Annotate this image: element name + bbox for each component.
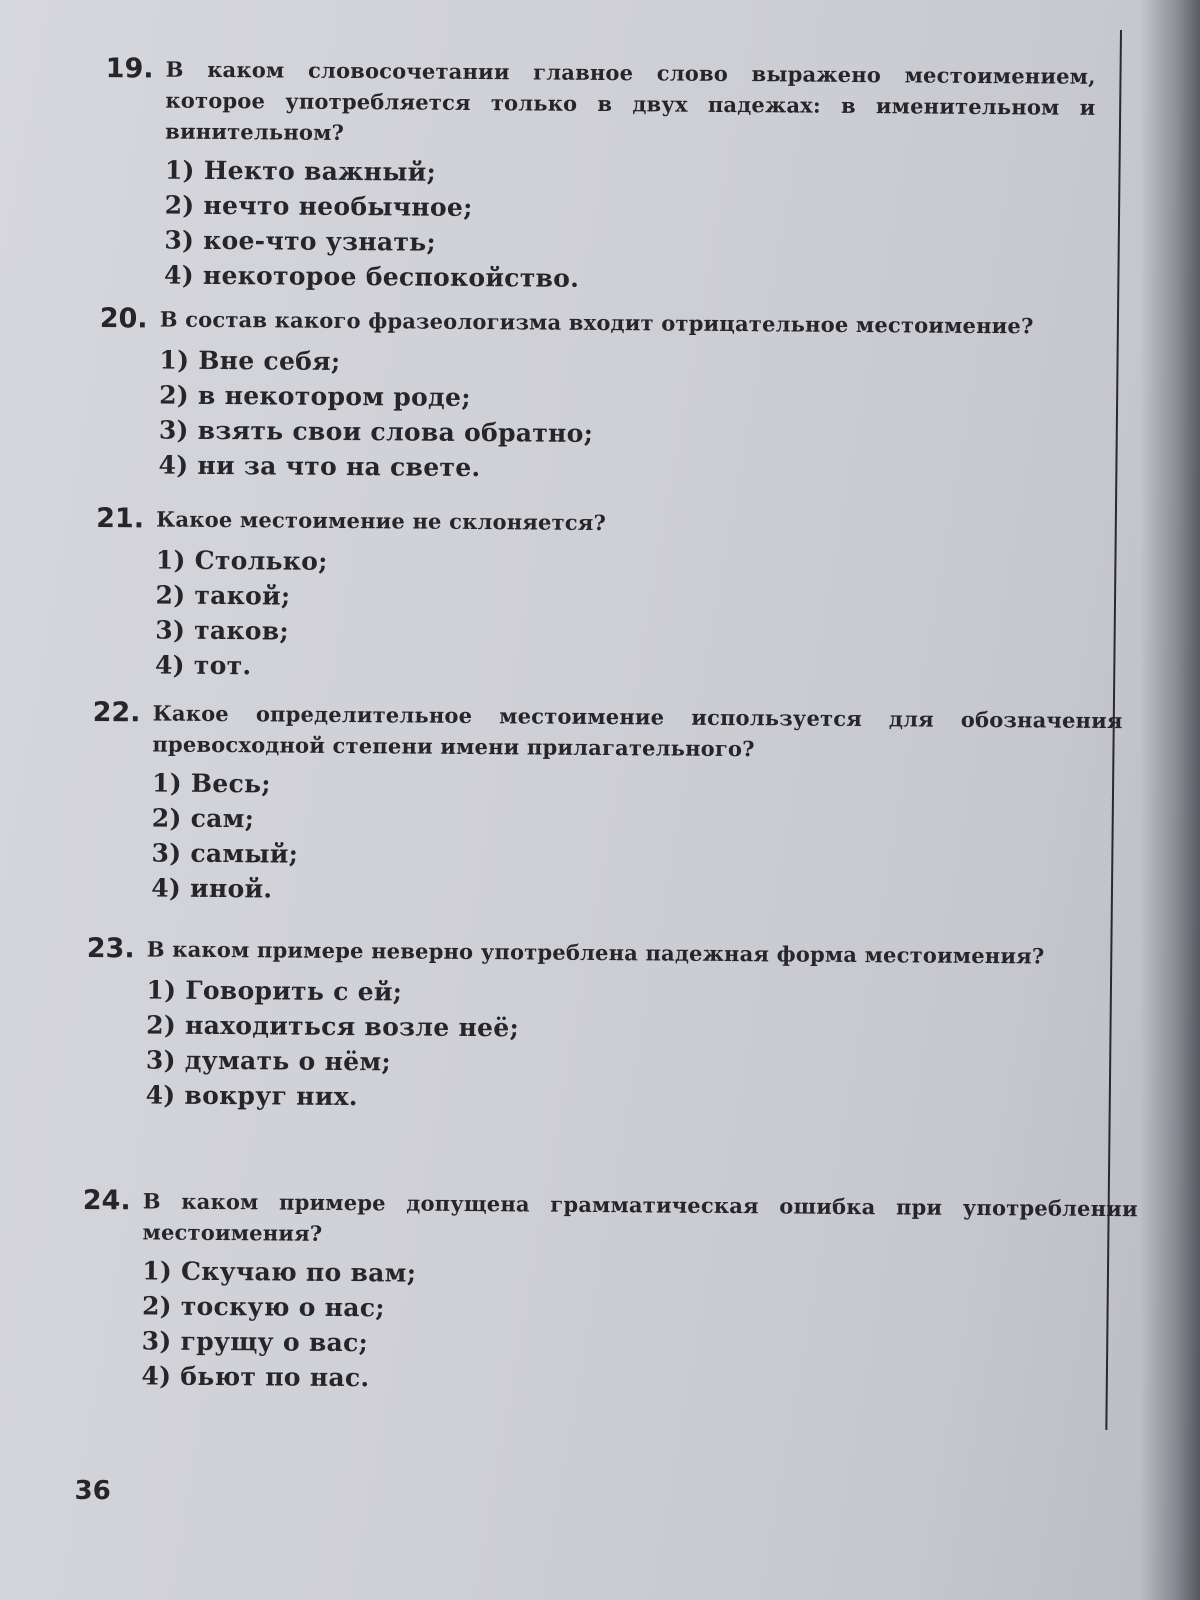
answer-option: 1) Говорить с ей; [146,975,403,1007]
question-text: Какое определительное местоимение используется для обозначения превосходной степени имени прилагательного? [152,700,1123,762]
answer-option: 3) думать о нём; [145,1045,392,1077]
answer-option: 2) такой; [155,580,291,611]
question-23 [86,932,1127,1120]
page-number: 36 [74,1475,111,1507]
question-number: 23. [86,932,135,965]
answer-option: 4) некоторое беспокойство. [163,260,580,293]
answer-options [141,1253,1137,1401]
question-number: 21. [96,503,145,535]
question-number: 22. [92,697,141,729]
answer-options [158,343,1099,490]
answer-option: 1) Скучаю по вам; [142,1256,417,1288]
question-number: 20. [99,303,148,335]
answer-option: 4) иной. [151,873,273,904]
question-number: 19. [105,53,154,85]
answer-option: 1) Вне себя; [159,345,341,376]
answer-option: 4) вокруг них. [145,1080,358,1112]
question-text: В каком примере допущена грамматическая ошибка при употреблении местоимения? [142,1188,1138,1246]
answer-option: 2) нечто необычное; [164,190,473,222]
answer-option: 2) тоскую о нас; [141,1291,385,1323]
question-22 [91,696,1123,913]
answer-option: 1) Весь; [152,768,272,799]
question-19 [104,52,1096,300]
question-text: В каком примере неверно употреблена падежная форма местоимения? [146,936,1045,969]
answer-option: 4) бьют по нас. [141,1361,370,1393]
answer-option: 3) грущу о вас; [141,1326,369,1358]
answer-options [164,153,1095,300]
question-number: 24. [82,1184,131,1217]
answer-option: 4) ни за что на свете. [158,450,481,483]
question-text: В состав какого фразеологизма входит отрицательное местоимение? [159,306,1034,339]
question-20 [98,302,1099,490]
answer-option: 3) самый; [151,838,299,869]
answer-option: 1) Некто важный; [164,155,437,187]
question-text: Какое местоимение не склоняется? [156,506,607,536]
question-21 [95,502,1096,690]
answer-options [146,972,1127,1120]
answer-options [151,765,1122,913]
answer-option: 3) кое-что узнать; [164,225,437,257]
answer-option: 3) взять свои слова обратно; [158,415,594,448]
answer-option: 2) сам; [151,803,255,834]
answer-option: 2) находиться возле неё; [146,1010,520,1043]
answer-option: 1) Столько; [155,545,328,576]
answer-option: 2) в некотором роде; [159,380,471,412]
question-24 [81,1184,1138,1401]
question-text: В каком словосочетании главное слово выражено местоимением, которое употребляется только в двух падежах: в именительном и винительном? [165,56,1096,145]
answer-options [155,543,1096,690]
answer-option: 4) тот. [154,650,252,681]
answer-option: 3) таков; [155,615,290,646]
